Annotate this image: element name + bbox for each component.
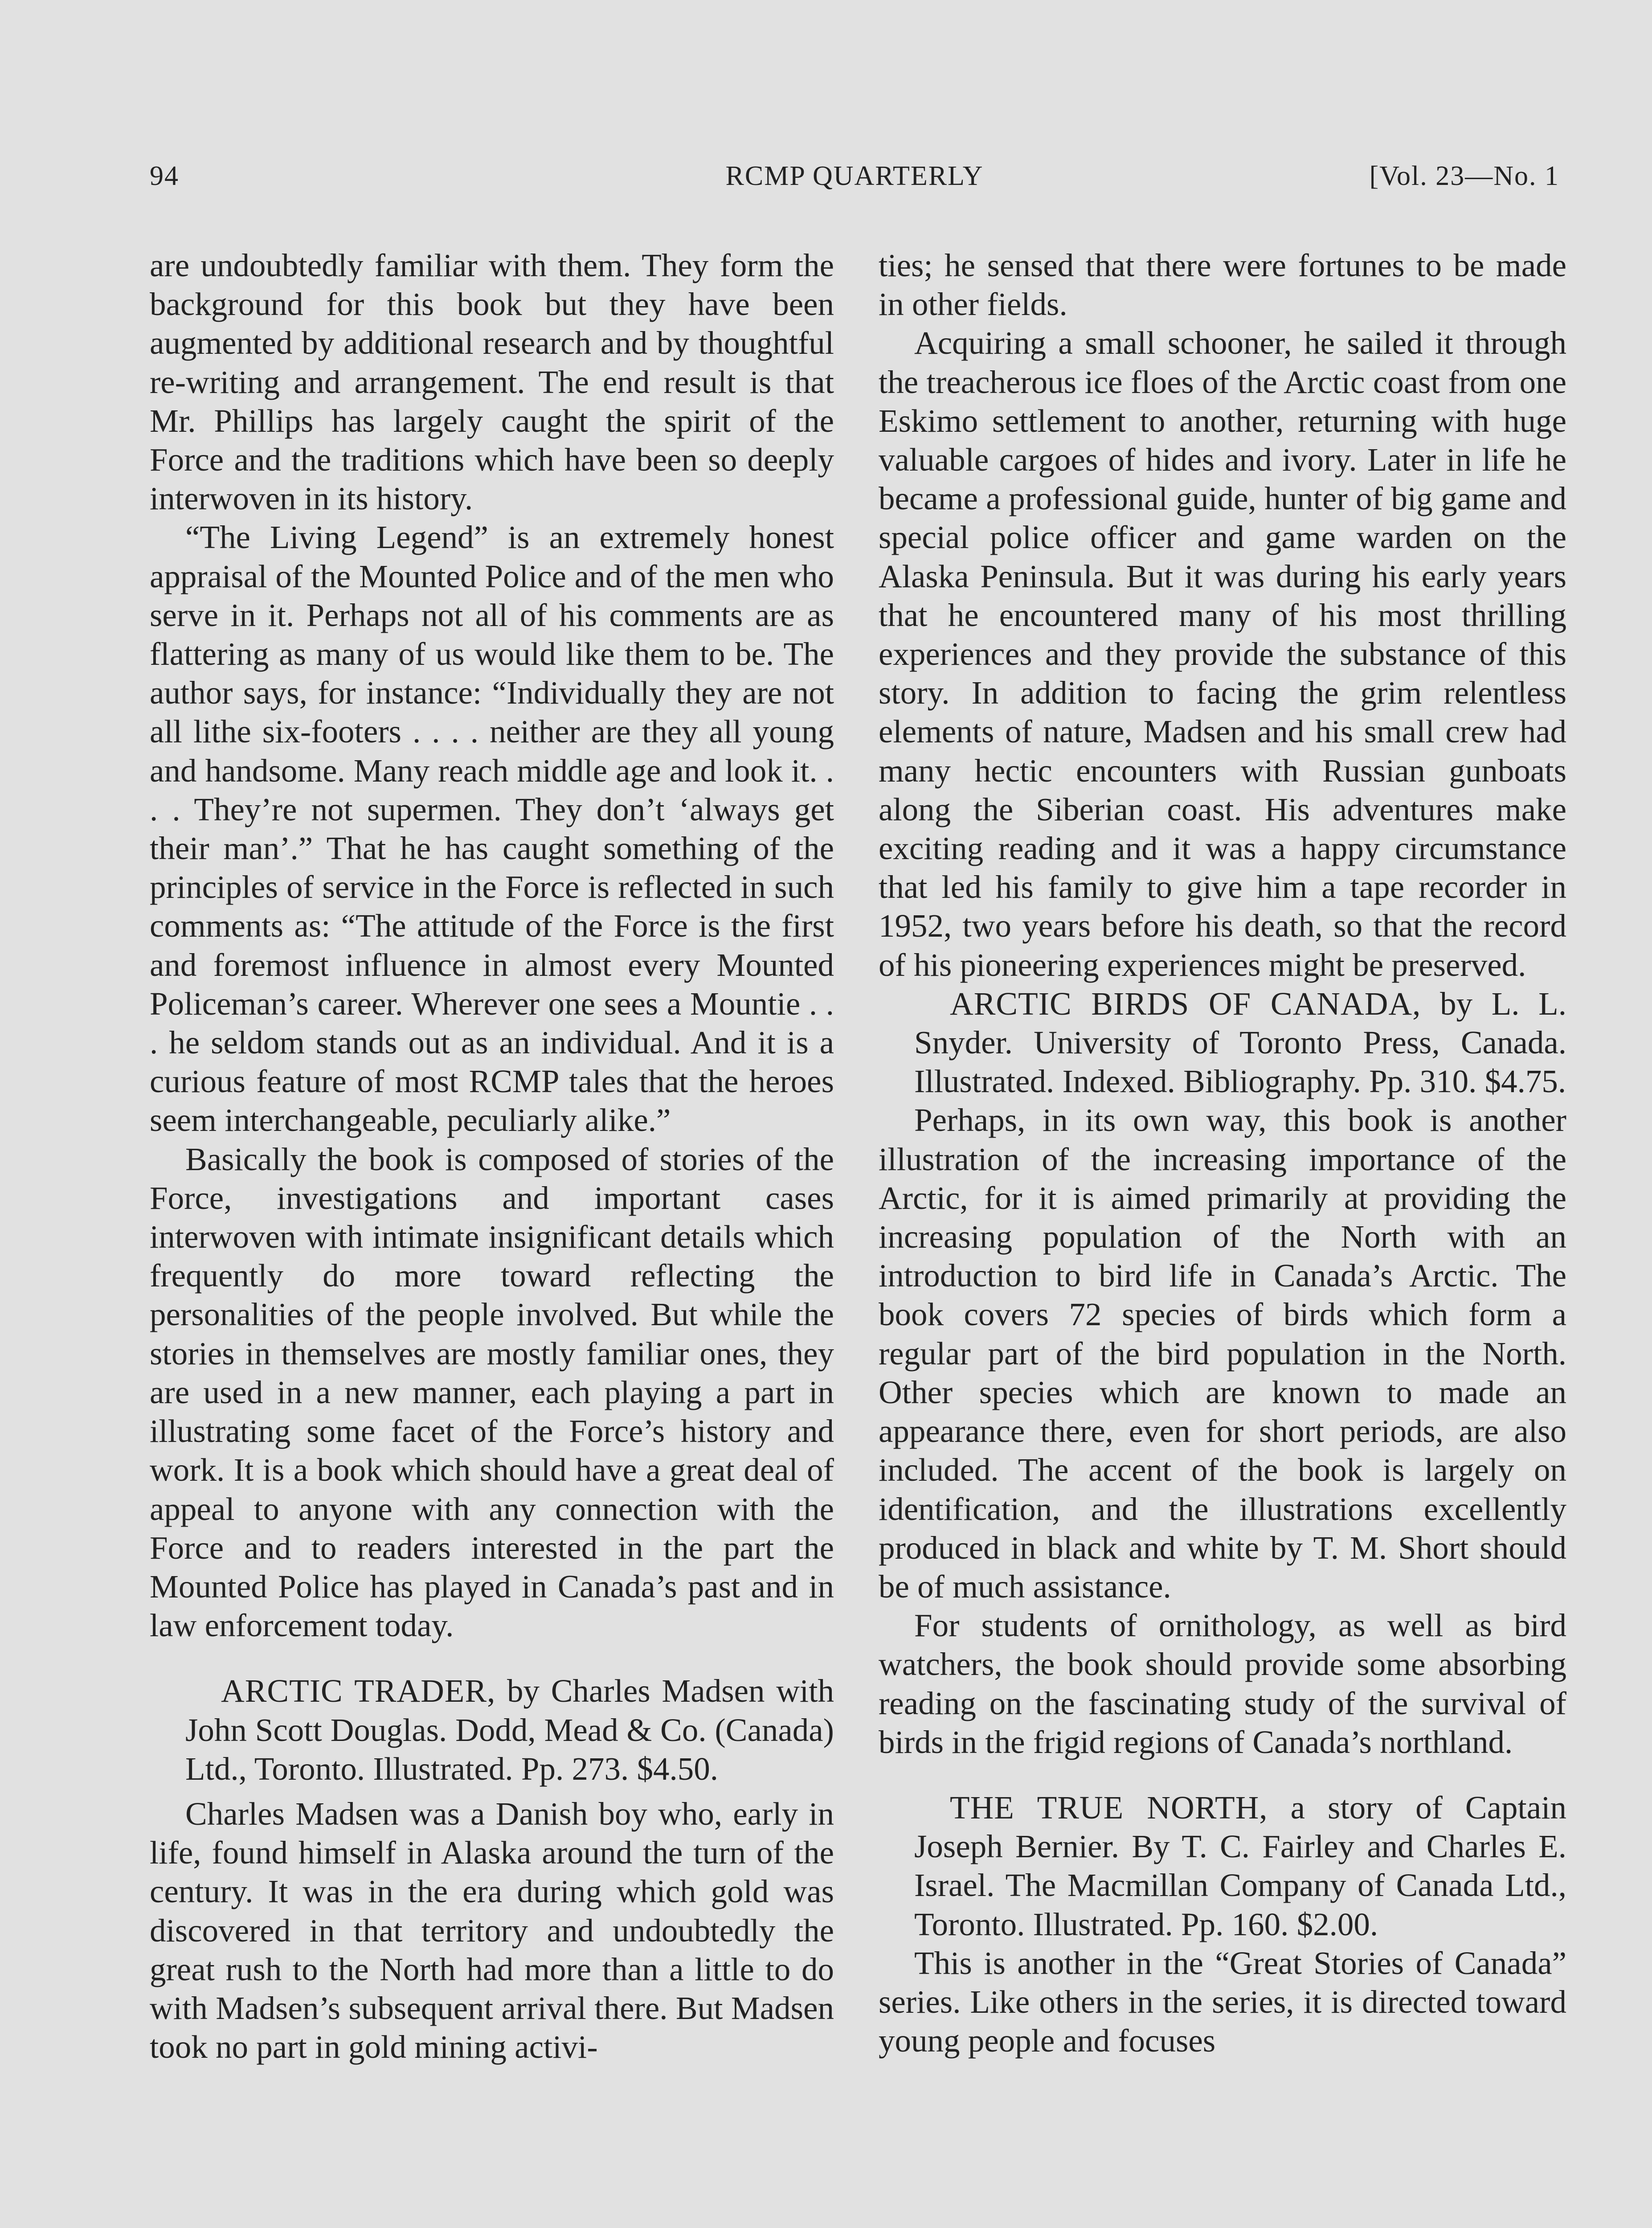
book-details: by L. L. Snyder. University of Toronto Press, Canada. Illustrated. Indexed. Bibliography. Pp. 310. $4.75. — [914, 985, 1566, 1100]
paragraph: For students of ornithology, as well as bird watchers, the book should provide some absorbing reading on the fascinating study of the survival of birds in the frigid regions of Canada’s northland. — [879, 1607, 1566, 1760]
volume-info: [Vol. 23—No. 1 — [1369, 161, 1559, 191]
paragraph: ties; he sensed that there were fortunes to be made in other fields. — [879, 247, 1566, 323]
book-details: a story of Captain Joseph Bernier. By T. C. Fairley and Charles E. Israel. The Macmillan Company of Canada Ltd., Toronto. Illustrated. Pp. 160. $2.00. — [914, 1789, 1566, 1942]
book-entry-true-north — [879, 1788, 1566, 1944]
book-entry-arctic-trader — [150, 1671, 834, 1788]
book-entry-arctic-birds — [879, 984, 1566, 1101]
book-title: THE TRUE NORTH, — [950, 1789, 1268, 1826]
page-number: 94 — [150, 161, 179, 191]
paragraph: Acquiring a small schooner, he sailed it through the treacherous ice floes of the Arctic coast from one Eskimo settlement to another, returning with huge valuable cargoes of hides and ivory. Later in life he became a professional guide, hunter of big game and special police officer and game warden on the Alaska Peninsula. But it was during his early years that he encountered many of his most thrilling experiences and they provide the substance of this story. In addition to facing the grim relentless elements of nature, Madsen and his small crew had many hectic encounters with Russian gunboats along the Siberian coast. His adventures make exciting reading and it was a happy circumstance that led his family to give him a tape recorder in 1952, two years before his death, so that the record of his pioneering experiences might be preserved. — [879, 325, 1566, 983]
paragraph: are undoubtedly familiar with them. They form the background for this book but they have been augmented by additional research and by thoughtful re-writing and arrangement. The end result is that Mr. Phillips has largely caught the spirit of the Force and the traditions which have been so deeply interwoven in its history. — [150, 247, 834, 517]
paragraph: Charles Madsen was a Danish boy who, early in life, found himself in Alaska around the turn of the century. It was in the era during which gold was discovered in that territory and undoubtedly the great rush to the North had more than a little to do with Madsen’s subsequent arrival there. But Madsen took no part in gold mining activi- — [150, 1795, 834, 2065]
running-header — [150, 160, 1559, 209]
paragraph: Perhaps, in its own way, this book is another illustration of the increasing importance of the Arctic, for it is aimed primarily at providing the increasing population of the North with an introduction to bird life in Canada’s Arctic. The book covers 72 species of birds which form a regular part of the bird population in the North. Other species which are known to made an appearance there, even for short periods, are also included. The accent of the book is largely on identification, and the illustrations excellently produced in black and white by T. M. Short should be of much assistance. — [879, 1102, 1566, 1605]
paragraph: “The Living Legend” is an extremely honest appraisal of the Mounted Police and of the men who serve in it. Perhaps not all of his comments are as flattering as many of us would like them to be. The author says, for instance: “Individually they are not all lithe six-footers . . . . neither are they all young and handsome. Many reach middle age and look it. . . . They’re not supermen. They don’t ‘always get their man’.” That he has caught something of the principles of service in the Force is reflected in such comments as: “The attitude of the Force is the first and foremost influence in almost every Mounted Policeman’s career. Wherever one sees a Mountie . . . he seldom stands out as an individual. And it is a curious feature of most RCMP tales that the heroes seem interchangeable, peculiarly alike.” — [150, 519, 834, 1139]
right-column — [879, 246, 1566, 2060]
book-details: by Charles Madsen with John Scott Douglas. Dodd, Mead & Co. (Canada) Ltd., Toronto. Illustrated. Pp. 273. $4.50. — [185, 1673, 834, 1787]
book-title: ARCTIC BIRDS OF CANADA, — [950, 985, 1421, 1022]
paragraph: This is another in the “Great Stories of Canada” series. Like others in the series, it is directed toward young people and focuses — [879, 1945, 1566, 2059]
book-title: ARCTIC TRADER, — [221, 1673, 496, 1709]
journal-title: RCMP QUARTERLY — [725, 161, 984, 191]
paragraph: Basically the book is composed of stories of the Force, investigations and important cases interwoven with intimate insignificant details which frequently do more toward reflecting the personalities of the people involved. But while the stories in themselves are mostly familiar ones, they are used in a new manner, each playing a part in illustrating some facet of the Force’s history and work. It is a book which should have a great deal of appeal to anyone with any connection with the Force and to readers interested in the part the Mounted Police has played in Canada’s past and in law enforcement today. — [150, 1141, 834, 1644]
left-column — [150, 246, 834, 2066]
